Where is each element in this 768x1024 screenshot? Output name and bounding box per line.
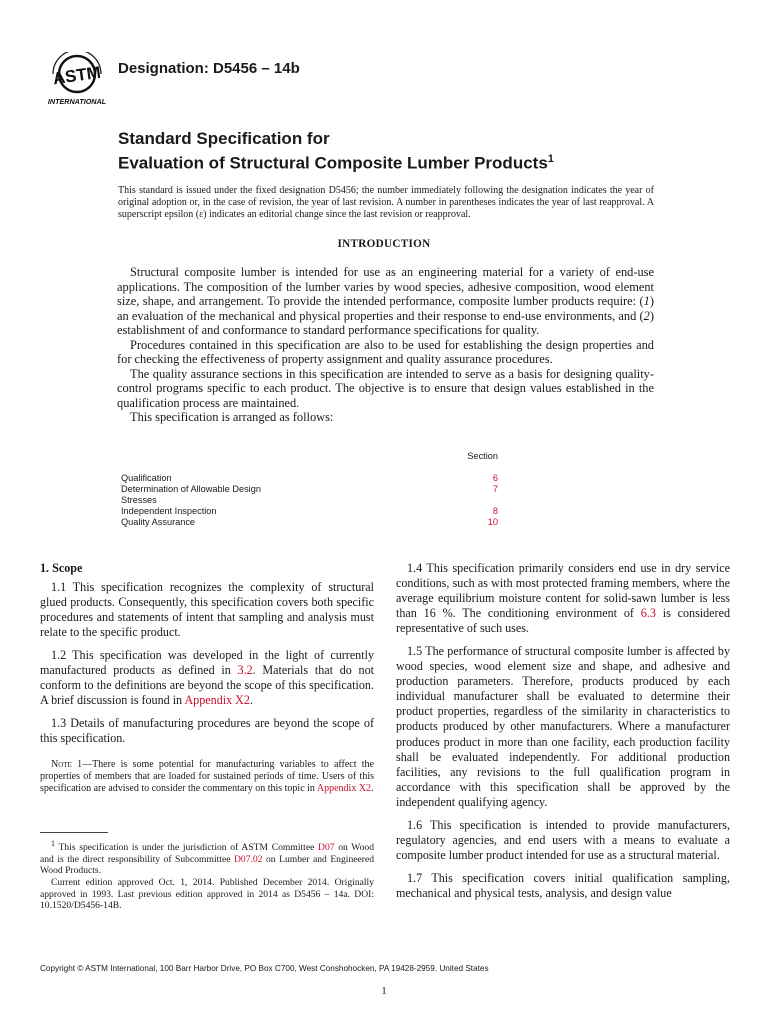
footnote-1-part-c: on Lumber and Engineered Wood Products. [40, 853, 375, 877]
right-column [396, 561, 730, 909]
title-footnote-mark: 1 [547, 153, 554, 165]
scope-heading: 1. Scope [40, 561, 83, 575]
footnote-divider [40, 832, 108, 833]
link-3-2[interactable]: 3.2 [237, 663, 253, 678]
footnote-1-part-a: This specification is under the jurisdiction of ASTM Committee [55, 842, 319, 854]
copyright: Copyright © ASTM International, 100 Barr Harbor Drive, PO Box C700, West Conshohocken, PA 19428-2959. United States [40, 964, 489, 973]
intro-p1-part-b: ) an evaluation of the mechanical and physical properties and their response to end-use environments, and ( [117, 294, 654, 323]
logo-text: ASTM [51, 62, 102, 89]
link-d07[interactable]: D07 [318, 842, 335, 854]
scope-1-2-part-c: . [249, 693, 253, 708]
link-appendix-x2[interactable]: Appendix X2 [184, 693, 250, 708]
intro-p1-num-1: 1 [643, 294, 650, 308]
table-row [121, 506, 498, 517]
logo-subtext: INTERNATIONAL [47, 97, 107, 106]
section-link[interactable]: 8 [492, 506, 498, 516]
astm-logo [43, 52, 111, 108]
footnote-2: Current edition approved Oct. 1, 2014. Published December 2014. Originally approved in 1993. Last previous edition approved in 2014 as D5456 – 14a. DOI: 10.1520/D5456-14B. [40, 876, 374, 912]
sections-table-header: Section [467, 451, 498, 461]
section-link[interactable]: 10 [487, 517, 498, 527]
table-row-label: Determination of Allowable Design [121, 484, 261, 494]
table-row-label: Stresses [121, 495, 157, 505]
note-text: —There is some potential for manufacturing variables to affect the properties of members that are loaded for sustained periods of time. Users of this specification are advised to consider the commentary on this topic in [40, 758, 374, 795]
scope-1-5: 1.5 The performance of structural composite lumber is affected by wood species, wood element size and shape, and adhesive and production parameters. Therefore, products produced by each individual manufacturer shall be evaluated to determine their product properties, regardless of the similarity in characteristics to products produced by other manufacturers. Where a manufacturer produces product in more than one facility, each production facility shall be evaluated independently. For additional production facilities, any revisions to the full qualification program in accordance with this specification shall be approved by the independent qualifying agency. [396, 644, 730, 809]
page-number: 1 [381, 985, 387, 997]
note-end: . [371, 783, 374, 795]
title-line-1: Standard Specification for [118, 129, 330, 148]
section-link[interactable]: 6 [492, 473, 498, 483]
note-1 [40, 759, 374, 796]
footnote [40, 838, 374, 912]
table-row-label: Qualification [121, 473, 172, 483]
table-row-label: Quality Assurance [121, 517, 196, 527]
sections-table [121, 451, 498, 528]
title-line-2 [118, 149, 554, 174]
scope-1-2-part-a: 1.2 This specification was developed in the light of currently manufactured products as defined in [40, 648, 374, 678]
designation: Designation: D5456 – 14b [118, 60, 300, 77]
scope-1-4-part-b: is considered representative of such uses. [396, 606, 730, 636]
scope-1-3: 1.3 Details of manufacturing procedures are beyond the scope of this specification. [40, 716, 374, 746]
introduction-heading: INTRODUCTION [337, 238, 431, 250]
scope-1-4-part-a: 1.4 This specification primarily considers end use in dry service conditions, such as with most protected framing members, where the average equilibrium moisture content for solid-sawn lumber is less than 16 %. The conditioning environment of [396, 561, 730, 621]
scope-1-2-part-b: . Materials that do not conform to the definitions are beyond the scope of this specification. A brief discussion is found in [40, 663, 374, 708]
footnote-mark: 1 [51, 839, 55, 848]
section-link[interactable]: 7 [492, 484, 498, 494]
scope-1-2 [40, 648, 374, 708]
note-label: Note 1 [51, 758, 83, 770]
title-line-2-text: Evaluation of Structural Composite Lumber Products [118, 153, 548, 173]
intro-paragraph-2: Procedures contained in this specification are also to be used for establishing the design properties and for checking the effectiveness of property assignment and quality assurance procedures. [117, 337, 654, 366]
intro-p1-part-c: ) establishment of and conformance to standard performance specifications for quality. [117, 308, 654, 337]
note-link-appendix-x2[interactable]: Appendix X2 [316, 783, 372, 795]
table-row [121, 484, 498, 495]
intro-p1-part-a: Structural composite lumber is intended for use as an engineering material for a variety of end-use applications. The composition of the lumber varies by wood species, adhesive composition, wood element size, shape, and arrangement. To provide the intended performance, composite lumber products require: ( [117, 265, 654, 308]
issued-note: This standard is issued under the fixed designation D5456; the number immediately following the designation indicates the year of original adoption or, in the case of revision, the year of last revision. A number in parentheses indicates the year of last reapproval. A superscript epsilon (ε) indicates an editorial change since the last revision or reapproval. [118, 185, 654, 220]
link-6-3[interactable]: 6.3 [640, 606, 656, 621]
scope-1-7: 1.7 This specification covers initial qualification sampling, mechanical and physical tests, analysis, and design value [396, 870, 730, 900]
intro-paragraph-3: The quality assurance sections in this specification are intended to serve as a basis for designing quality-control programs specific to each product. The objective is to ensure that design values established in the qualification process are maintained. [117, 366, 654, 410]
link-d07-02[interactable]: D07.02 [233, 853, 263, 865]
table-row [121, 473, 498, 484]
left-column [40, 561, 374, 804]
intro-paragraph-1 [117, 265, 654, 338]
intro-paragraph-4: This specification is arranged as follows: [130, 410, 334, 424]
scope-1-1: 1.1 This specification recognizes the complexity of structural glued products. Consequently, this specification covers both specific procedures and statements of intent that sampling and analysis must relate to the specific product. [40, 580, 374, 640]
footnote-1 [40, 838, 374, 877]
astm-logo-icon [43, 52, 111, 108]
footnote-1-part-b: on Wood and is the direct responsibility of Subcommittee [40, 842, 374, 865]
scope-1-4 [396, 561, 730, 636]
scope-1-6: 1.6 This specification is intended to provide manufacturers, regulatory agencies, and end users with a means to evaluate a composite lumber product intended for use as a structural material. [396, 817, 730, 862]
table-row [121, 517, 498, 528]
table-row-label: Independent Inspection [121, 506, 217, 516]
introduction-body [117, 265, 654, 425]
intro-p1-num-2: 2 [643, 308, 650, 323]
table-row [121, 495, 498, 506]
document-title [118, 128, 554, 174]
